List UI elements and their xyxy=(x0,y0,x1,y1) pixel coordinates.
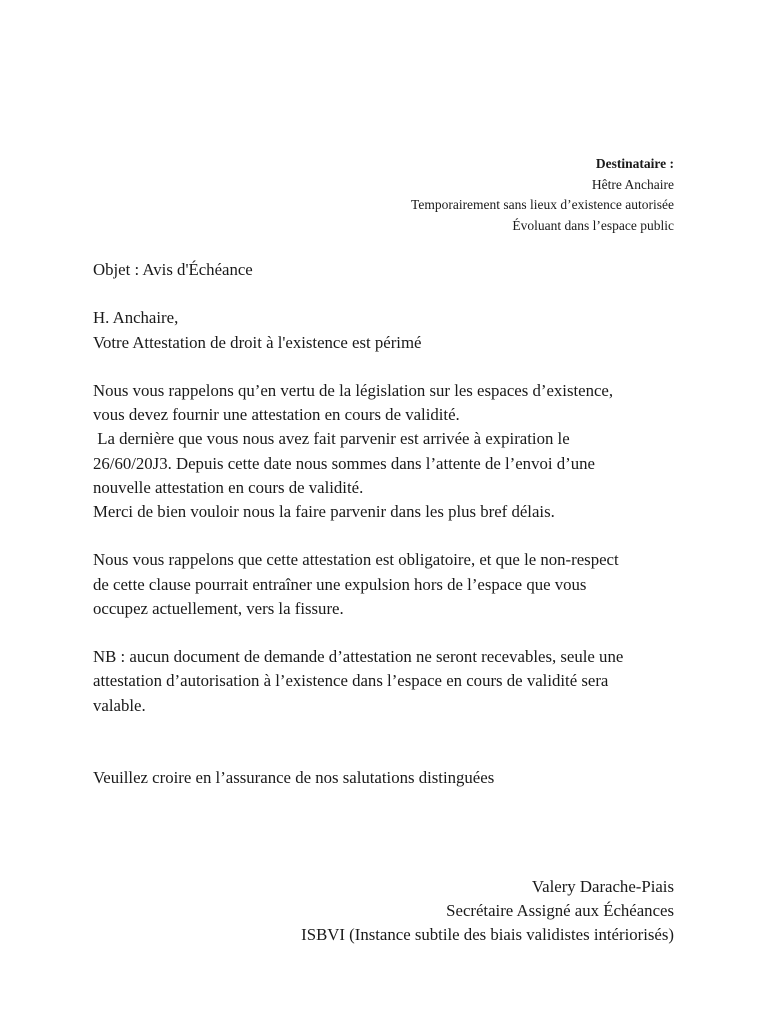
paragraph-line: nouvelle attestation en cours de validité. xyxy=(93,477,364,497)
subject-line: Objet : Avis d'Échéance xyxy=(93,260,253,279)
paragraph-line: vous devez fournir une attestation en cours de validité. xyxy=(93,405,460,425)
signatory-name: Valery Darache-Piais xyxy=(531,877,674,896)
paragraph-line: NB : aucun document de demande d’attestation ne seront recevables, seule une xyxy=(93,647,624,667)
paragraph-line: Nous vous rappelons que cette attestation est obligatoire, et que le non-respect xyxy=(93,550,619,570)
paragraph-line: 26/60/20J3. Depuis cette date nous sommes dans l’attente de l’envoi d’une xyxy=(93,453,595,473)
paragraph-nb xyxy=(93,645,693,718)
signatory-organization: ISBVI (Instance subtile des biais validistes intériorisés) xyxy=(301,925,674,945)
spacer xyxy=(93,355,693,379)
spacer xyxy=(93,621,693,645)
paragraph-1 xyxy=(93,379,693,524)
spacer xyxy=(93,524,693,548)
paragraph-line: attestation d’autorisation à l’existence dans l’espace en cours de validité sera xyxy=(93,671,609,691)
paragraph-line: valable. xyxy=(93,695,146,715)
salutation: H. Anchaire, xyxy=(93,308,179,328)
signature-block xyxy=(301,875,674,948)
intro-line: Votre Attestation de droit à l'existence est périmé xyxy=(93,332,422,352)
paragraph-line: Nous vous rappelons qu’en vertu de la législation sur les espaces d’existence, xyxy=(93,380,614,400)
paragraph-line: Merci de bien vouloir nous la faire parvenir dans les plus bref délais. xyxy=(93,502,555,521)
letter-body xyxy=(93,258,693,790)
spacer xyxy=(93,282,693,306)
recipient-title: Destinataire : xyxy=(595,156,674,171)
paragraph-line: La dernière que vous nous avez fait parvenir est arrivée à expiration le xyxy=(93,429,570,449)
paragraph-2 xyxy=(93,548,693,621)
signatory-role: Secrétaire Assigné aux Échéances xyxy=(446,901,674,921)
spacer xyxy=(93,718,693,766)
recipient-block xyxy=(411,154,674,236)
recipient-name: Hêtre Anchaire xyxy=(591,176,674,192)
paragraph-line: occupez actuellement, vers la fissure. xyxy=(93,598,344,618)
recipient-location: Évoluant dans l’espace public xyxy=(512,217,674,233)
recipient-status: Temporairement sans lieux d’existence autorisée xyxy=(411,197,674,212)
closing-line: Veuillez croire en l’assurance de nos salutations distinguées xyxy=(93,768,495,788)
paragraph-line: de cette clause pourrait entraîner une expulsion hors de l’espace que vous xyxy=(93,574,587,594)
